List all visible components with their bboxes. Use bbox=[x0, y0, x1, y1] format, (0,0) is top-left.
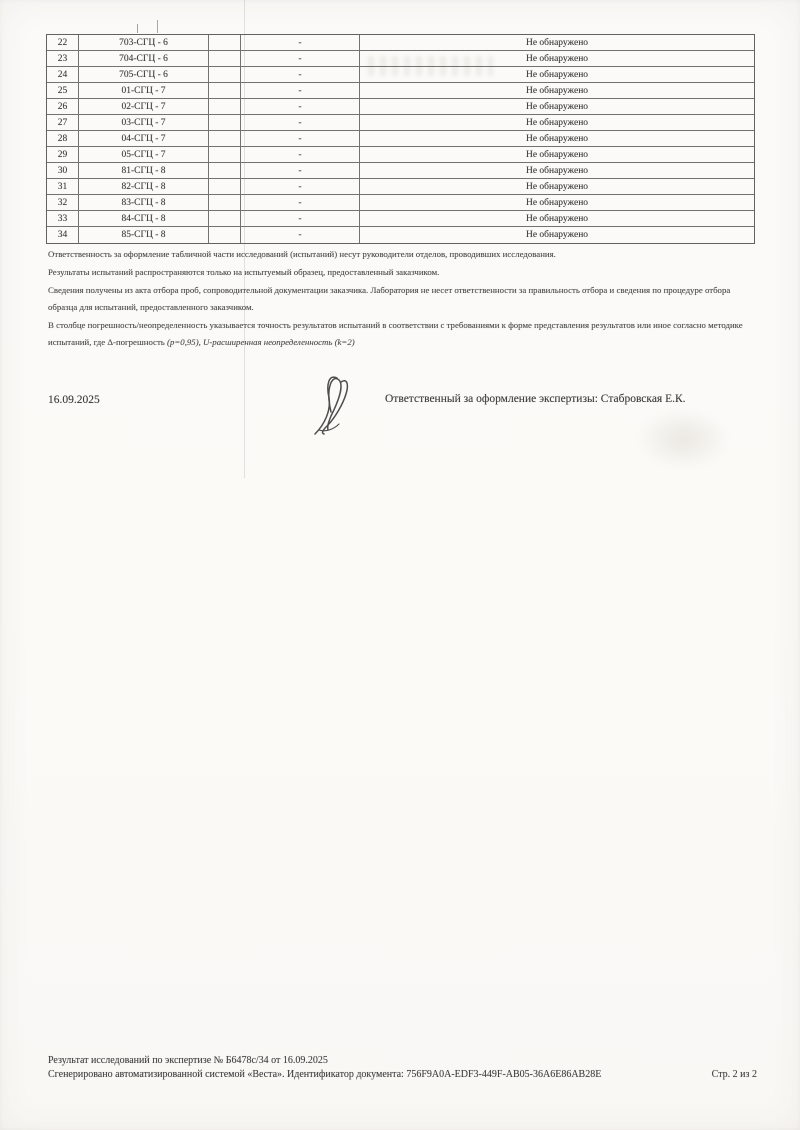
table-cell-num: 32 bbox=[47, 195, 79, 210]
footer-page-number: Стр. 2 из 2 bbox=[711, 1069, 757, 1080]
table-cell-value: - bbox=[241, 163, 360, 178]
table-row bbox=[47, 179, 754, 195]
table-row bbox=[47, 115, 754, 131]
table-cell-value: - bbox=[241, 67, 360, 82]
report-date: 16.09.2025 bbox=[48, 394, 100, 406]
table-row bbox=[47, 67, 754, 83]
table-cell-blank bbox=[209, 179, 241, 194]
footer-result-line: Результат исследований по экспертизе № Б6478с/34 от 16.09.2025 bbox=[48, 1055, 328, 1066]
table-row bbox=[47, 35, 754, 51]
table-row bbox=[47, 83, 754, 99]
table-cell-value: - bbox=[241, 227, 360, 243]
table-cell-num: 27 bbox=[47, 115, 79, 130]
table-cell-num: 25 bbox=[47, 83, 79, 98]
table-cell-blank bbox=[209, 99, 241, 114]
table-cell-value: - bbox=[241, 211, 360, 226]
table-cell-code: 04-СГЦ - 7 bbox=[79, 131, 209, 146]
table-cell-num: 34 bbox=[47, 227, 79, 243]
table-cell-code: 705-СГЦ - 6 bbox=[79, 67, 209, 82]
table-cell-value: - bbox=[241, 147, 360, 162]
table-cell-blank bbox=[209, 83, 241, 98]
table-cell-value: - bbox=[241, 131, 360, 146]
table-cell-result: Не обнаружено bbox=[525, 230, 589, 240]
scan-smudge bbox=[636, 408, 731, 470]
table-cell-num: 30 bbox=[47, 163, 79, 178]
table-cell-num: 26 bbox=[47, 99, 79, 114]
table-cell-result: Не обнаружено bbox=[525, 117, 589, 128]
table-row bbox=[47, 99, 754, 115]
table-cell-code: 02-СГЦ - 7 bbox=[79, 99, 209, 114]
note-paragraph: Результаты испытаний распространяются только на испытуемый образец, предоставленный заказчиком. bbox=[48, 267, 440, 277]
table-cell-value: - bbox=[241, 99, 360, 114]
table-cell-blank bbox=[209, 67, 241, 82]
table-cell-code: 82-СГЦ - 8 bbox=[79, 179, 209, 194]
note-paragraph: В столбце погрешность/неопределенность указывается точность результатов испытаний в соответствии с требованиями к форме представления результатов или иное согласно методике испытаний, где Δ-погрешность (p=0,95), U-расширенная неопределенность (k=2) bbox=[48, 320, 743, 347]
table-cell-result: Не обнаружено bbox=[525, 85, 589, 96]
table-cell-code: 03-СГЦ - 7 bbox=[79, 115, 209, 130]
responsible-person-line: Ответственный за оформление экспертизы: Стабровская Е.К. bbox=[385, 393, 686, 405]
table-cell-num: 29 bbox=[47, 147, 79, 162]
table-cell-num: 33 bbox=[47, 211, 79, 226]
table-cell-result: Не обнаружено bbox=[525, 37, 589, 48]
results-table bbox=[46, 34, 755, 244]
table-cell-blank bbox=[209, 227, 241, 243]
table-cell-result: Не обнаружено bbox=[525, 197, 589, 208]
table-row bbox=[47, 195, 754, 211]
table-cell-result: Не обнаружено bbox=[525, 213, 589, 224]
table-cell-code: 85-СГЦ - 8 bbox=[79, 227, 209, 243]
table-cell-result: Не обнаружено bbox=[525, 69, 589, 80]
table-cell-num: 23 bbox=[47, 51, 79, 66]
scan-artifact-tick bbox=[137, 24, 138, 33]
table-cell-blank bbox=[209, 163, 241, 178]
table-cell-code: 01-СГЦ - 7 bbox=[79, 83, 209, 98]
table-row bbox=[47, 227, 754, 243]
table-cell-result: Не обнаружено bbox=[525, 101, 589, 112]
table-cell-value: - bbox=[241, 83, 360, 98]
table-cell-value: - bbox=[241, 195, 360, 210]
table-cell-value: - bbox=[241, 51, 360, 66]
table-cell-num: 24 bbox=[47, 67, 79, 82]
table-cell-value: - bbox=[241, 179, 360, 194]
table-row bbox=[47, 163, 754, 179]
table-cell-blank bbox=[209, 211, 241, 226]
table-cell-code: 83-СГЦ - 8 bbox=[79, 195, 209, 210]
table-cell-result: Не обнаружено bbox=[525, 133, 589, 144]
table-cell-blank bbox=[209, 131, 241, 146]
table-cell-value: - bbox=[241, 115, 360, 130]
table-cell-blank bbox=[209, 195, 241, 210]
table-cell-value: - bbox=[241, 35, 360, 50]
page-footer bbox=[48, 1054, 757, 1082]
table-row bbox=[47, 147, 754, 163]
table-cell-num: 28 bbox=[47, 131, 79, 146]
table-cell-code: 84-СГЦ - 8 bbox=[79, 211, 209, 226]
table-cell-code: 05-СГЦ - 7 bbox=[79, 147, 209, 162]
table-cell-result: Не обнаружено bbox=[525, 165, 589, 176]
table-row bbox=[47, 51, 754, 67]
table-cell-blank bbox=[209, 115, 241, 130]
note-paragraph: Ответственность за оформление табличной части исследований (испытаний) несут руководители отделов, проводивших исследования. bbox=[48, 249, 556, 259]
table-cell-num: 31 bbox=[47, 179, 79, 194]
handwritten-signature bbox=[303, 372, 363, 442]
table-row bbox=[47, 211, 754, 227]
table-row bbox=[47, 131, 754, 147]
table-cell-code: 703-СГЦ - 6 bbox=[79, 35, 209, 50]
table-cell-result: Не обнаружено bbox=[525, 149, 589, 160]
note-paragraph: Сведения получены из акта отбора проб, сопроводительной документации заказчика. Лаборатория не несет ответственности за правильность отбора и сведения по процедуре отбора образца для испытаний, предоставленного заказчиком. bbox=[48, 285, 731, 312]
table-cell-blank bbox=[209, 51, 241, 66]
table-cell-num: 22 bbox=[47, 35, 79, 50]
table-cell-blank bbox=[209, 147, 241, 162]
footer-generated-line: Сгенерировано автоматизированной системой «Веста». Идентификатор документа: 756F9A0A-EDF3-449F-AB05-36A6E86AB28E bbox=[48, 1069, 602, 1080]
table-cell-code: 81-СГЦ - 8 bbox=[79, 163, 209, 178]
table-cell-result: Не обнаружено bbox=[525, 181, 589, 192]
scan-artifact-tick bbox=[157, 20, 158, 33]
table-cell-result: Не обнаружено bbox=[525, 53, 589, 64]
table-cell-code: 704-СГЦ - 6 bbox=[79, 51, 209, 66]
table-cell-blank bbox=[209, 35, 241, 50]
notes-block bbox=[48, 246, 757, 352]
